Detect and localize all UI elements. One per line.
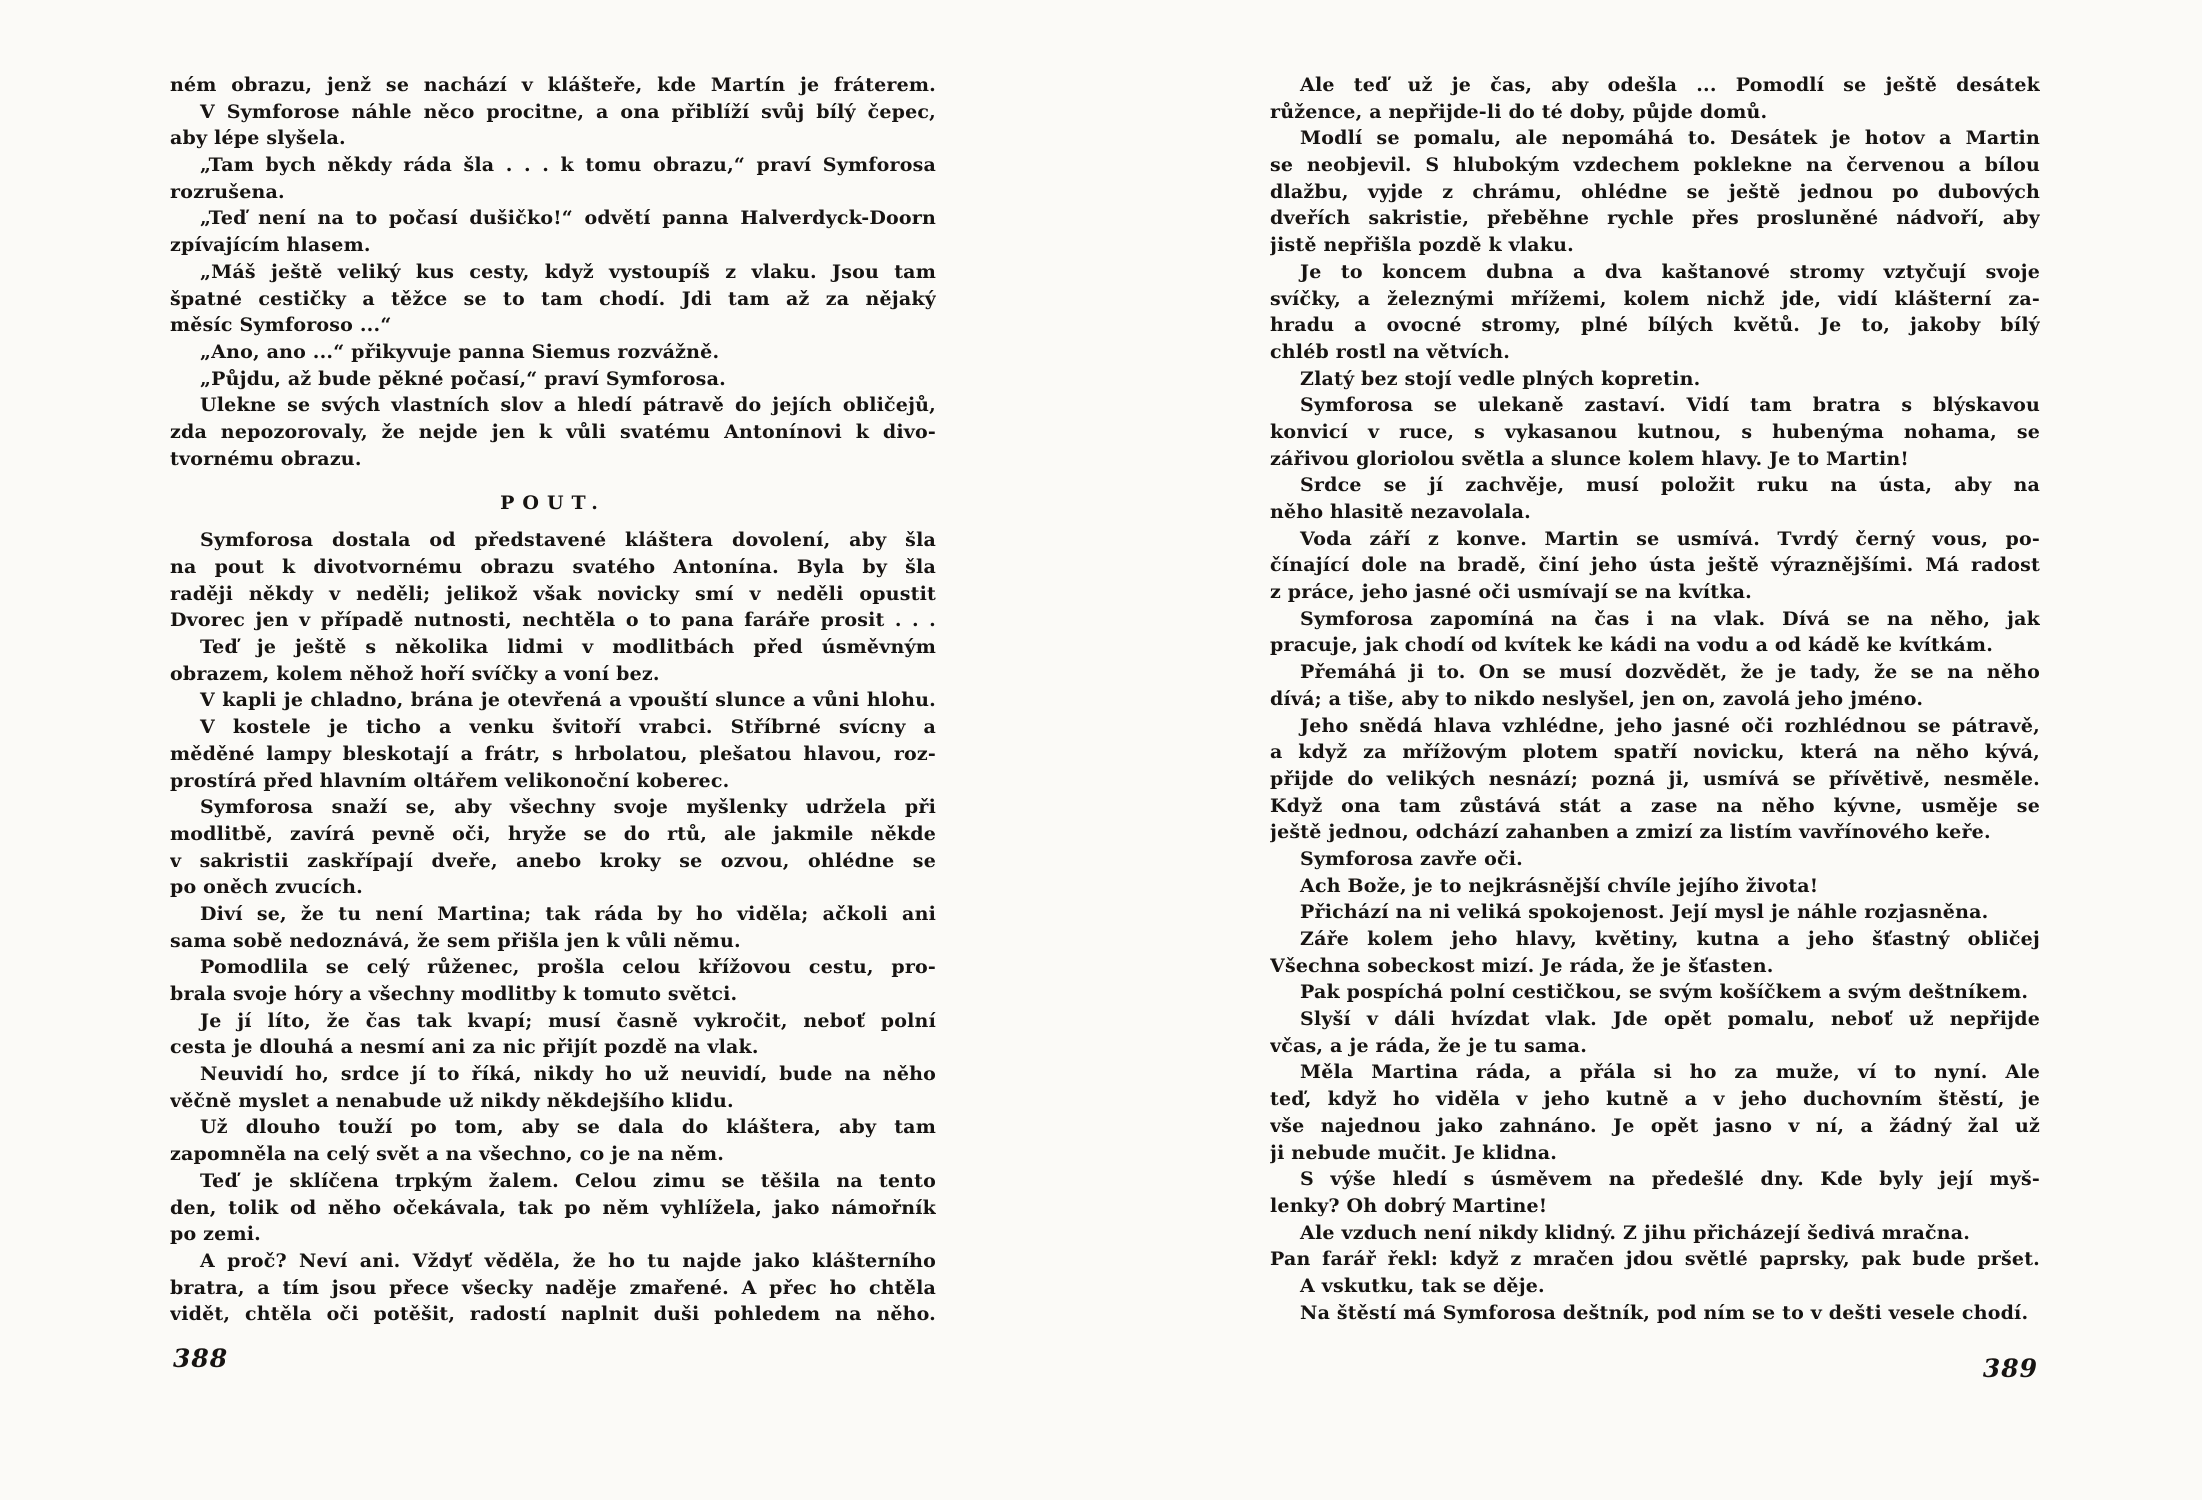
text-line: dívá; a tiše, aby to nikdo neslyšel, jen on, zavolá jeho jméno. xyxy=(1270,687,1924,710)
text-line: bratra, a tím jsou přece všecky naděje zmařené. A přec ho chtěla xyxy=(170,1276,936,1299)
text-line: aby lépe slyšela. xyxy=(170,127,346,150)
text-line: raději někdy v neděli; jelikož však novicky smí v neděli opustit xyxy=(170,582,936,605)
text-line: „Ano, ano ...“ přikyvuje panna Siemus rozvážně. xyxy=(200,340,720,363)
text-line: Symforosa dostala od představené kláštera dovolení, aby šla xyxy=(200,529,936,552)
text-line: Slyší v dáli hvízdat vlak. Jde opět pomalu, neboť už nepřijde xyxy=(1300,1008,2040,1031)
text-line: den, tolik od něho očekávala, tak po něm vyhlížela, jako námořník xyxy=(170,1196,936,1219)
text-line: dveřích sakristie, přeběhne rychle přes prosluněné nádvoří, aby xyxy=(1270,207,2040,230)
left-page-text xyxy=(170,72,936,1328)
text-line: svíčky, a železnými mřížemi, kolem nichž jde, vidí klášterní za- xyxy=(1270,287,2040,310)
text-line: Už dlouho touží po tom, aby se dala do kláštera, aby tam xyxy=(200,1116,936,1139)
text-line: Srdce se jí zachvěje, musí položit ruku na ústa, aby na xyxy=(1300,474,2040,497)
right-page xyxy=(1270,0,2040,1500)
text-line: se neobjevil. S hlubokým vzdechem poklekne na červenou a bílou xyxy=(1270,154,2040,177)
text-line: včas, a je ráda, že je tu sama. xyxy=(1270,1034,1588,1057)
text-line: prostírá před hlavním oltářem velikonoční koberec. xyxy=(170,769,730,792)
text-line: Symforosa se ulekaně zastaví. Vidí tam bratra s blýskavou xyxy=(1300,394,2040,417)
text-line: Je to koncem dubna a dva kaštanové stromy vztyčují svoje xyxy=(1300,260,2040,283)
text-line: na pout k divotvornému obrazu svatého Antonína. Byla by šla xyxy=(170,556,936,578)
text-line: zářivou gloriolou světla a slunce kolem hlavy. Je to Martin! xyxy=(1270,447,1909,470)
text-line: Jeho snědá hlava vzhlédne, jeho jasné oči rozhlédnou se pátravě, xyxy=(1300,714,2040,737)
right-page-text xyxy=(1270,72,2040,1326)
text-line: jistě nepřišla pozdě k vlaku. xyxy=(1270,234,1575,257)
text-line: ném obrazu, jenž se nachází v klášteře, kde Martín je fráterem. xyxy=(170,74,936,96)
text-line: Všechna sobeckost mizí. Je ráda, že je šťasten. xyxy=(1270,954,1774,977)
text-line: Dvorec jen v případě nutnosti, nechtěla o to pana faráře prosit . . . xyxy=(170,609,936,632)
text-line: Na štěstí má Symforosa deštník, pod ním se to v dešti vesele chodí. xyxy=(1300,1301,2029,1324)
text-line: Symforosa zavře oči. xyxy=(1300,847,1523,870)
text-line: Když ona tam zůstává stát a zase na něho kývne, usměje se xyxy=(1270,794,2040,817)
section-heading: POUT. xyxy=(500,492,606,515)
text-line: sama sobě nedoznává, že sem přišla jen k vůli němu. xyxy=(170,929,741,952)
text-line: Ach Bože, je to nejkrásnější chvíle jejího života! xyxy=(1300,874,1819,897)
text-line: Pan farář řekl: když z mračen jdou světlé paprsky, pak bude pršet. xyxy=(1270,1248,2040,1271)
text-line: Pak pospíchá polní cestičkou, se svým košíčkem a svým deštníkem. xyxy=(1300,981,2029,1004)
text-line: „Půjdu, až bude pěkné počasí,“ praví Symforosa. xyxy=(200,367,726,390)
text-line: Voda září z konve. Martin se usmívá. Tvrdý černý vous, po- xyxy=(1300,527,2040,550)
text-line: vše najednou jako zahnáno. Je opět jasno v ní, a žádný žal už xyxy=(1270,1114,2040,1137)
text-line: Přemáhá ji to. On se musí dozvědět, že je tady, že se na něho xyxy=(1300,661,2040,684)
text-line: Ulekne se svých vlastních slov a hledí pátravě do jejích obličejů, xyxy=(200,394,936,417)
text-line: Ale teď už je čas, aby odešla ... Pomodlí se ještě desátek xyxy=(1300,74,2040,96)
text-line: měsíc Symforoso ...“ xyxy=(170,314,392,337)
text-line: brala svoje hóry a všechny modlitby k tomuto světci. xyxy=(170,983,738,1005)
text-line: Symforosa zapomíná na čas i na vlak. Dívá se na něho, jak xyxy=(1300,607,2040,630)
text-line: Modlí se pomalu, ale nepomáhá to. Desátek je hotov a Martin xyxy=(1300,127,2040,150)
text-line: vidět, chtěla oči potěšit, radostí naplnit duši pohledem na něho. xyxy=(170,1303,936,1326)
text-line: po oněch zvucích. xyxy=(170,876,363,899)
text-line: ještě jednou, odchází zahanben a zmizí za listím vavřínového keře. xyxy=(1270,821,1991,844)
text-line: čínající dole na bradě, činí jeho ústa ještě výraznějšími. Má radost xyxy=(1270,554,2040,577)
text-line: A proč? Neví ani. Vždyť věděla, že ho tu najde jako klášterního xyxy=(200,1249,936,1272)
text-line: Je jí líto, že čas tak kvapí; musí časně vykročit, neboť polní xyxy=(200,1009,936,1032)
text-line: „Tam bych někdy ráda šla . . . k tomu obrazu,“ praví Symforosa xyxy=(200,154,936,177)
text-line: V kapli je chladno, brána je otevřená a vpouští slunce a vůni hlohu. xyxy=(200,689,936,712)
text-line: Záře kolem jeho hlavy, květiny, kutna a jeho šťastný obličej xyxy=(1300,928,2040,950)
text-line: cesta je dlouhá a nesmí ani za nic přijít pozdě na vlak. xyxy=(170,1036,759,1059)
text-line: Ale vzduch není nikdy klidný. Z jihu přicházejí šedivá mračna. xyxy=(1300,1221,1971,1244)
text-line: růžence, a nepřijde-li do té doby, půjde domů. xyxy=(1270,100,1768,123)
text-line: rozrušena. xyxy=(170,180,285,203)
text-line: Teď je ještě s několika lidmi v modlitbách před úsměvným xyxy=(200,636,936,659)
text-line: Teď je sklíčena trpkým žalem. Celou zimu se těšila na tento xyxy=(200,1169,936,1192)
text-line: Diví se, že tu není Martina; tak ráda by ho viděla; ačkoli ani xyxy=(200,902,936,925)
text-line: špatné cestičky a těžce se to tam chodí. Jdi tam až za nějaký xyxy=(170,287,936,310)
text-line: S výše hledí s úsměvem na předešlé dny. Kde byly její myš- xyxy=(1300,1168,2040,1191)
text-line: zda nepozorovaly, že nejde jen k vůli svatému Antonínovi k divo- xyxy=(170,420,936,443)
text-line: přijde do velikých nesnází; pozná ji, usmívá se přívětivě, nesměle. xyxy=(1270,767,2040,790)
left-page-number: 388 xyxy=(173,1344,229,1373)
text-line: Přichází na ni veliká spokojenost. Její mysl je náhle rozjasněna. xyxy=(1300,901,1989,924)
text-line: věčně myslet a nenabude už nikdy někdejšího klidu. xyxy=(170,1089,734,1112)
text-line: Neuvidí ho, srdce jí to říká, nikdy ho už neuvidí, bude na něho xyxy=(200,1063,936,1086)
text-line: zapomněla na celý svět a na všechno, co je na něm. xyxy=(170,1143,725,1166)
right-page-number: 389 xyxy=(1982,1354,2038,1383)
text-line: Symforosa snaží se, aby všechny svoje myšlenky udržela při xyxy=(200,796,936,819)
text-line: Zlatý bez stojí vedle plných kopretin. xyxy=(1300,367,1701,390)
text-line: hradu a ovocné stromy, plné bílých květů. Je to, jakoby bílý xyxy=(1270,314,2040,337)
text-line: „Máš ještě veliký kus cesty, když vystoupíš z vlaku. Jsou tam xyxy=(200,260,936,283)
text-line: něho hlasitě nezavolala. xyxy=(1270,501,1531,523)
text-line: pracuje, jak chodí od kvítek ke kádi na vodu a od kádě ke kvítkám. xyxy=(1270,634,1994,657)
text-line: V kostele je ticho a venku švitoří vrabci. Stříbrné svícny a xyxy=(200,716,936,739)
text-line: obrazem, kolem něhož hoří svíčky a voní bez. xyxy=(170,662,660,685)
text-line: Měla Martina ráda, a přála si ho za muže, ví to nyní. Ale xyxy=(1300,1061,2040,1084)
left-page xyxy=(170,0,936,1500)
text-line: měděné lampy bleskotají a frátr, s hrbolatou, plešatou hlavou, roz- xyxy=(170,742,936,765)
text-line: „Teď není na to počasí dušičko!“ odvětí panna Halverdyck-Doorn xyxy=(200,207,936,230)
text-line: A vskutku, tak se děje. xyxy=(1300,1274,1545,1297)
text-line: V Symforose náhle něco procitne, a ona přiblíží svůj bílý čepec, xyxy=(200,100,936,123)
text-line: chléb rostl na větvích. xyxy=(1270,340,1511,363)
text-line: ji nebude mučit. Je klidna. xyxy=(1270,1141,1558,1164)
text-line: modlitbě, zavírá pevně oči, hryže se do rtů, ale jakmile někde xyxy=(170,822,936,845)
text-line: po zemi. xyxy=(170,1223,261,1246)
text-line: tvornému obrazu. xyxy=(170,447,362,470)
text-line: a když za mřížovým plotem spatří novicku, která na něho kývá, xyxy=(1270,741,2040,764)
text-line: v sakristii zaskřípají dveře, anebo kroky se ozvou, ohlédne se xyxy=(170,849,936,872)
text-line: konvicí v ruce, s vykasanou kutnou, s hubenýma nohama, se xyxy=(1270,420,2040,443)
text-line: lenky? Oh dobrý Martine! xyxy=(1270,1194,1548,1217)
text-line: zpívajícím hlasem. xyxy=(170,234,371,257)
text-line: Pomodlila se celý růženec, prošla celou křížovou cestu, pro- xyxy=(200,956,936,979)
text-line: z práce, jeho jasné oči usmívají se na kvítka. xyxy=(1270,581,1752,604)
text-line: teď, když ho viděla v jeho kutně a v jeho duchovním štěstí, je xyxy=(1270,1088,2040,1111)
text-line: dlažbu, vyjde z chrámu, ohlédne se ještě jednou po dubových xyxy=(1270,180,2040,203)
